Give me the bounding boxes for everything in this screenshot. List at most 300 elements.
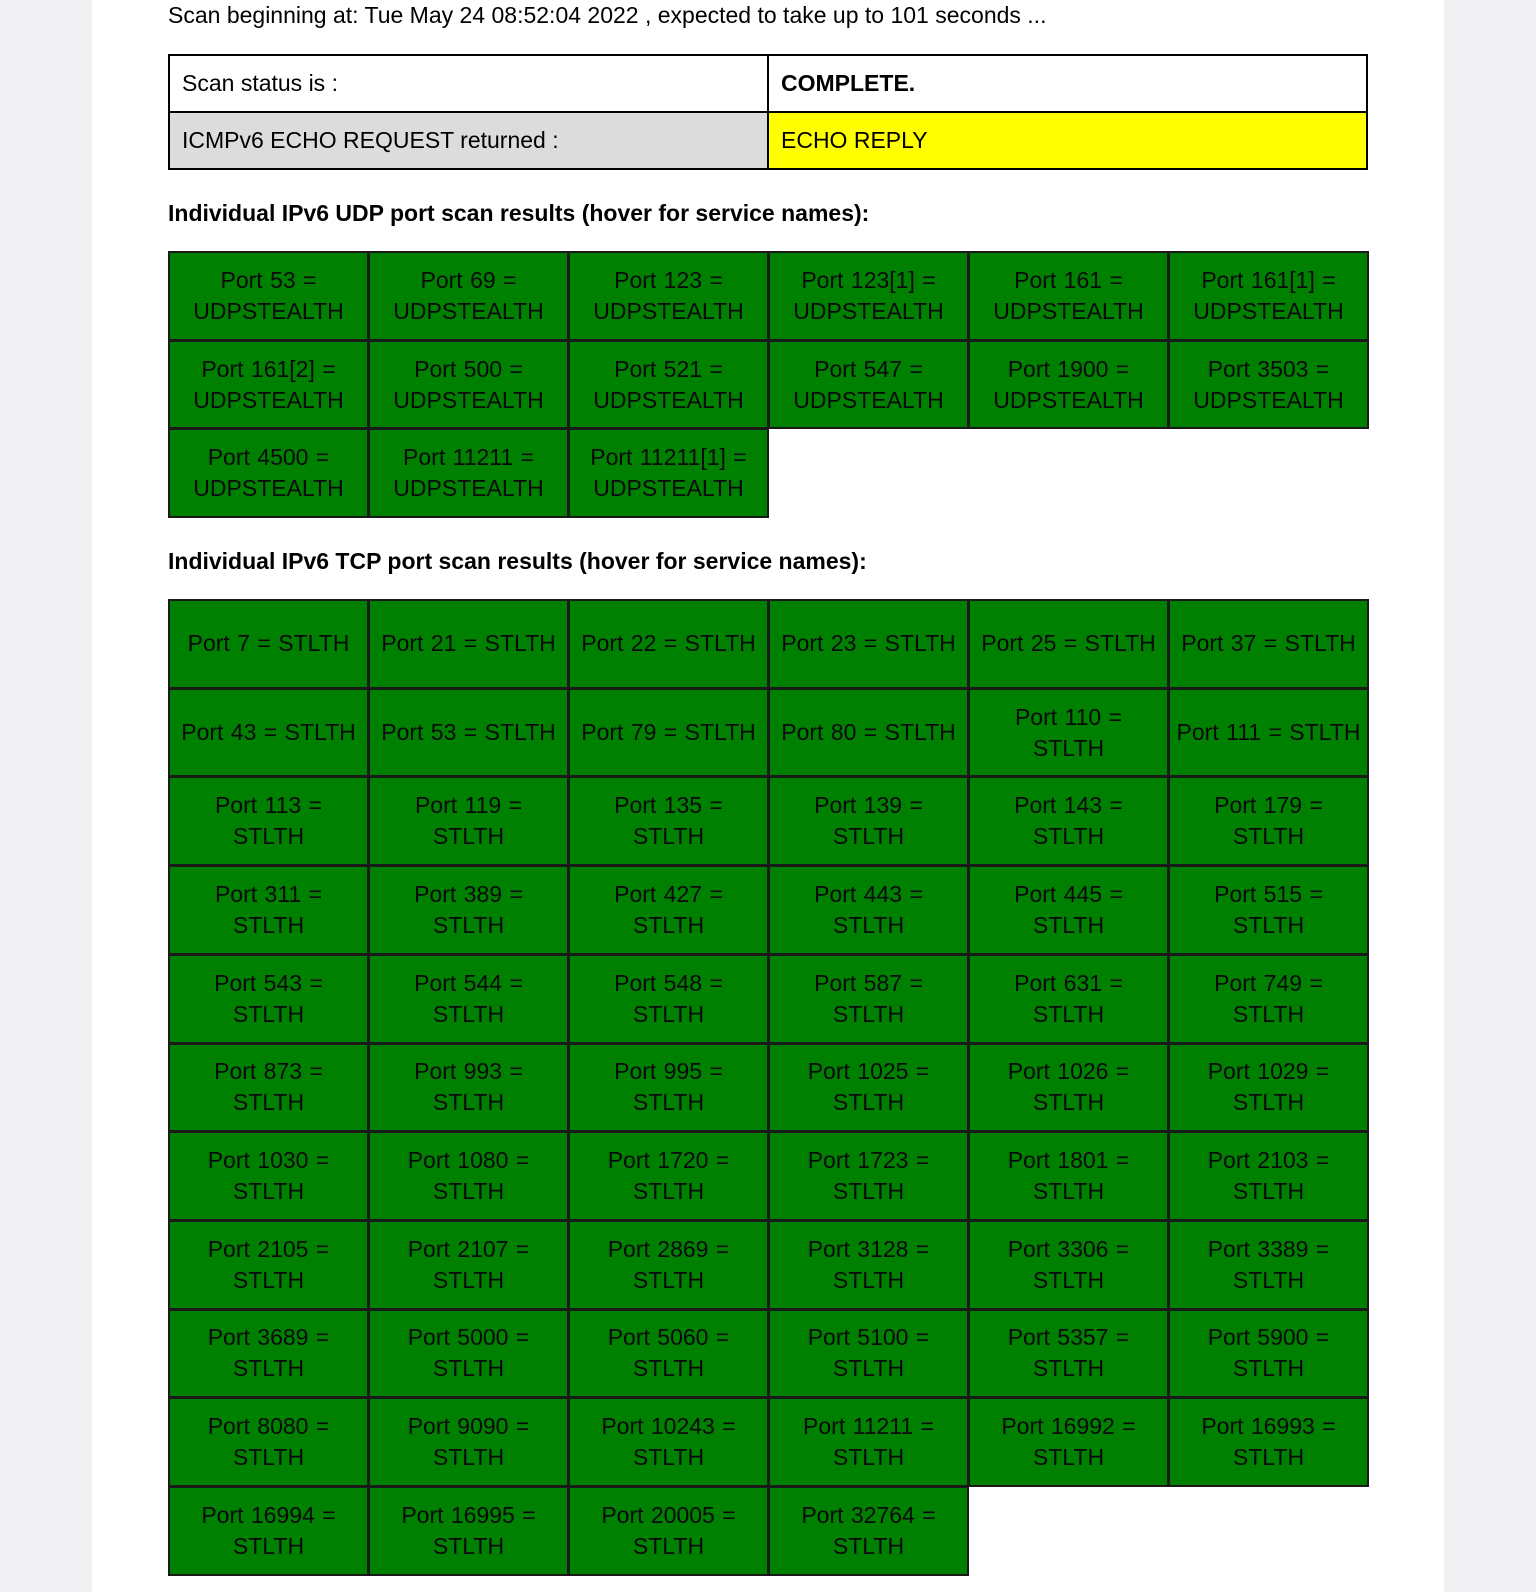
tcp-port-result-text xyxy=(376,1411,561,1473)
tcp-port-result-text xyxy=(176,1411,361,1473)
tcp-port-cell[interactable] xyxy=(1168,1397,1369,1487)
tcp-port-result-text xyxy=(381,717,556,748)
udp-port-state: UDPSTEALTH xyxy=(593,475,744,502)
tcp-port-cell[interactable] xyxy=(768,865,969,955)
tcp-port-result-text xyxy=(1176,1411,1361,1473)
tcp-port-result-text xyxy=(776,1500,961,1562)
tcp-port-state: STLTH xyxy=(484,630,556,657)
tcp-port-cell[interactable] xyxy=(368,776,569,866)
scan-status-table xyxy=(168,54,1368,170)
tcp-port-cell[interactable] xyxy=(1168,1131,1369,1221)
udp-port-result-text xyxy=(976,265,1161,327)
tcp-port-label: Port 1025 = xyxy=(807,1058,930,1085)
udp-port-state: UDPSTEALTH xyxy=(1193,386,1344,413)
udp-port-state: UDPSTEALTH xyxy=(393,475,544,502)
udp-port-result-text xyxy=(376,265,561,327)
tcp-port-state: STLTH xyxy=(232,1178,305,1205)
tcp-port-state: STLTH xyxy=(632,1532,705,1559)
tcp-port-cell[interactable] xyxy=(968,776,1169,866)
tcp-port-label: Port 389 = xyxy=(414,880,523,907)
tcp-port-label: Port 311 = xyxy=(214,880,323,907)
tcp-port-result-text xyxy=(1181,628,1356,659)
tcp-port-cell[interactable] xyxy=(968,1397,1169,1487)
udp-port-label: Port 500 = xyxy=(414,355,523,382)
udp-port-label: Port 1900 = xyxy=(1007,355,1130,382)
tcp-port-result-text xyxy=(976,790,1161,852)
tcp-port-cell[interactable] xyxy=(368,954,569,1044)
tcp-port-result-text xyxy=(576,1056,761,1118)
tcp-port-cell[interactable] xyxy=(568,954,769,1044)
tcp-port-state: STLTH xyxy=(884,630,956,657)
tcp-port-result-text xyxy=(776,968,961,1030)
udp-port-state: UDPSTEALTH xyxy=(393,297,544,324)
udp-port-cell[interactable] xyxy=(768,251,969,341)
tcp-port-state: STLTH xyxy=(278,630,350,657)
tcp-port-state: STLTH xyxy=(284,719,356,746)
tcp-port-cell[interactable] xyxy=(168,1220,369,1310)
tcp-port-cell[interactable] xyxy=(968,599,1169,689)
tcp-port-cell[interactable] xyxy=(168,1486,369,1576)
tcp-port-label: Port 20005 = xyxy=(601,1501,736,1528)
tcp-port-state: STLTH xyxy=(1232,1444,1305,1471)
tcp-port-result-text xyxy=(776,879,961,941)
tcp-port-state: STLTH xyxy=(684,719,756,746)
tcp-port-cell[interactable] xyxy=(1168,599,1369,689)
udp-port-cell[interactable] xyxy=(1168,251,1369,341)
tcp-port-result-text xyxy=(376,1234,561,1296)
tcp-port-result-text xyxy=(776,790,961,852)
tcp-port-result-text xyxy=(176,1234,361,1296)
udp-port-cell[interactable] xyxy=(768,340,969,430)
tcp-port-result-text xyxy=(381,628,556,659)
tcp-port-label: Port 1801 = xyxy=(1007,1147,1130,1174)
tcp-port-state: STLTH xyxy=(832,1089,905,1116)
udp-port-state: UDPSTEALTH xyxy=(993,386,1144,413)
tcp-port-state: STLTH xyxy=(1284,630,1356,657)
tcp-port-cell[interactable] xyxy=(168,1131,369,1221)
tcp-port-label: Port 3128 = xyxy=(807,1235,930,1262)
tcp-port-label: Port 5000 = xyxy=(407,1324,530,1351)
udp-port-cell[interactable] xyxy=(168,340,369,430)
tcp-port-state: STLTH xyxy=(632,1266,705,1293)
tcp-port-cell[interactable] xyxy=(368,688,569,778)
udp-port-state: UDPSTEALTH xyxy=(393,386,544,413)
tcp-port-result-text xyxy=(176,1322,361,1384)
tcp-port-label: Port 631 = xyxy=(1014,969,1123,996)
tcp-port-label: Port 873 = xyxy=(214,1058,323,1085)
tcp-port-cell[interactable] xyxy=(368,865,569,955)
tcp-port-state: STLTH xyxy=(832,1178,905,1205)
tcp-port-cell[interactable] xyxy=(568,599,769,689)
tcp-port-result-text xyxy=(376,790,561,852)
tcp-port-result-text xyxy=(976,702,1161,764)
tcp-port-label: Port 5357 = xyxy=(1007,1324,1130,1351)
tcp-port-result-text xyxy=(376,1056,561,1118)
scan-status-value: COMPLETE. xyxy=(768,55,1367,112)
tcp-port-state: STLTH xyxy=(432,1532,505,1559)
tcp-port-grid xyxy=(168,599,1368,1575)
tcp-port-state: STLTH xyxy=(432,1444,505,1471)
tcp-port-result-text xyxy=(1177,717,1361,748)
tcp-port-state: STLTH xyxy=(232,1532,305,1559)
tcp-port-label: Port 2103 = xyxy=(1207,1147,1330,1174)
tcp-port-state: STLTH xyxy=(232,1355,305,1382)
page-body xyxy=(92,0,1444,1592)
tcp-port-result-text xyxy=(176,1056,361,1118)
tcp-port-cell[interactable] xyxy=(168,688,369,778)
tcp-port-result-text xyxy=(776,1411,961,1473)
tcp-port-label: Port 16993 = xyxy=(1201,1413,1336,1440)
tcp-port-cell[interactable] xyxy=(368,1043,569,1133)
tcp-port-label: Port 5900 = xyxy=(1207,1324,1330,1351)
tcp-port-cell[interactable] xyxy=(968,1043,1169,1133)
tcp-port-cell[interactable] xyxy=(768,1309,969,1399)
tcp-port-result-text xyxy=(776,1322,961,1384)
tcp-port-label: Port 43 = xyxy=(181,719,278,746)
tcp-port-result-text xyxy=(1176,1234,1361,1296)
tcp-port-state: STLTH xyxy=(1232,1089,1305,1116)
icmpv6-echo-value: ECHO REPLY xyxy=(768,112,1367,169)
tcp-results-heading: Individual IPv6 TCP port scan results (hover for service names): xyxy=(168,548,867,575)
tcp-port-state: STLTH xyxy=(832,911,905,938)
tcp-port-label: Port 9090 = xyxy=(407,1413,530,1440)
tcp-port-result-text xyxy=(376,879,561,941)
tcp-port-label: Port 993 = xyxy=(414,1058,523,1085)
tcp-port-result-text xyxy=(376,1500,561,1562)
tcp-port-cell[interactable] xyxy=(768,1220,969,1310)
tcp-port-result-text xyxy=(1176,1056,1361,1118)
tcp-port-result-text xyxy=(976,968,1161,1030)
tcp-port-result-text xyxy=(1176,1322,1361,1384)
tcp-port-result-text xyxy=(576,1411,761,1473)
tcp-port-cell[interactable] xyxy=(368,599,569,689)
tcp-port-cell[interactable] xyxy=(168,865,369,955)
tcp-port-cell[interactable] xyxy=(568,1309,769,1399)
tcp-port-state: STLTH xyxy=(232,911,305,938)
tcp-port-cell[interactable] xyxy=(168,1309,369,1399)
tcp-port-label: Port 543 = xyxy=(214,969,323,996)
udp-port-label: Port 11211[1] = xyxy=(590,444,747,471)
udp-port-result-text xyxy=(1176,354,1361,416)
tcp-port-label: Port 3306 = xyxy=(1007,1235,1130,1262)
tcp-port-result-text xyxy=(581,628,756,659)
tcp-port-label: Port 7 = xyxy=(187,630,271,657)
tcp-port-result-text xyxy=(581,717,756,748)
tcp-port-label: Port 113 = xyxy=(214,792,323,819)
tcp-port-cell[interactable] xyxy=(968,1131,1169,1221)
tcp-port-cell[interactable] xyxy=(168,954,369,1044)
tcp-port-result-text xyxy=(181,717,356,748)
tcp-port-cell[interactable] xyxy=(168,776,369,866)
tcp-port-state: STLTH xyxy=(884,719,956,746)
udp-port-state: UDPSTEALTH xyxy=(793,297,944,324)
tcp-port-label: Port 119 = xyxy=(414,792,523,819)
udp-port-label: Port 4500 = xyxy=(207,444,330,471)
tcp-port-cell[interactable] xyxy=(1168,1220,1369,1310)
tcp-port-result-text xyxy=(981,628,1156,659)
tcp-port-cell[interactable] xyxy=(568,1397,769,1487)
tcp-port-label: Port 1080 = xyxy=(407,1147,530,1174)
udp-port-result-text xyxy=(776,265,961,327)
tcp-port-state: STLTH xyxy=(832,1266,905,1293)
tcp-port-result-text xyxy=(976,1056,1161,1118)
tcp-port-state: STLTH xyxy=(632,1355,705,1382)
tcp-port-label: Port 515 = xyxy=(1214,880,1323,907)
tcp-port-result-text xyxy=(776,1056,961,1118)
udp-port-state: UDPSTEALTH xyxy=(193,475,344,502)
tcp-port-state: STLTH xyxy=(432,1355,505,1382)
udp-port-result-text xyxy=(376,442,561,504)
udp-port-label: Port 521 = xyxy=(614,355,723,382)
tcp-port-result-text xyxy=(976,1145,1161,1207)
tcp-port-result-text xyxy=(776,1145,961,1207)
tcp-port-label: Port 995 = xyxy=(614,1058,723,1085)
tcp-port-label: Port 23 = xyxy=(781,630,878,657)
tcp-port-label: Port 16992 = xyxy=(1001,1413,1136,1440)
udp-port-cell[interactable] xyxy=(368,251,569,341)
tcp-port-state: STLTH xyxy=(232,1444,305,1471)
tcp-port-label: Port 3389 = xyxy=(1207,1235,1330,1262)
tcp-port-result-text xyxy=(188,628,350,659)
tcp-port-label: Port 749 = xyxy=(1214,969,1323,996)
tcp-port-cell[interactable] xyxy=(768,776,969,866)
tcp-port-cell[interactable] xyxy=(1168,954,1369,1044)
tcp-port-result-text xyxy=(376,1145,561,1207)
udp-port-label: Port 123[1] = xyxy=(801,266,936,293)
tcp-port-cell[interactable] xyxy=(568,1131,769,1221)
tcp-port-label: Port 21 = xyxy=(381,630,478,657)
udp-port-cell[interactable] xyxy=(368,340,569,430)
tcp-port-state: STLTH xyxy=(232,1089,305,1116)
udp-port-label: Port 53 = xyxy=(220,266,317,293)
tcp-port-state: STLTH xyxy=(832,1000,905,1027)
tcp-port-state: STLTH xyxy=(832,1444,905,1471)
udp-port-grid xyxy=(168,251,1368,517)
tcp-port-cell[interactable] xyxy=(568,865,769,955)
tcp-port-result-text xyxy=(376,1322,561,1384)
tcp-port-result-text xyxy=(576,1145,761,1207)
tcp-port-label: Port 8080 = xyxy=(207,1413,330,1440)
icmpv6-echo-row xyxy=(169,112,1367,169)
udp-port-cell[interactable] xyxy=(168,428,369,518)
tcp-port-cell[interactable] xyxy=(568,1043,769,1133)
tcp-port-cell[interactable] xyxy=(968,1309,1169,1399)
udp-port-cell[interactable] xyxy=(968,251,1169,341)
tcp-port-label: Port 2105 = xyxy=(207,1235,330,1262)
tcp-port-result-text xyxy=(576,790,761,852)
tcp-port-cell[interactable] xyxy=(768,1043,969,1133)
scan-start-text: Scan beginning at: Tue May 24 08:52:04 2022 , expected to take up to 101 seconds ... xyxy=(168,2,1047,28)
icmpv6-echo-label: ICMPv6 ECHO REQUEST returned : xyxy=(169,112,768,169)
tcp-port-state: STLTH xyxy=(1032,734,1105,761)
tcp-port-state: STLTH xyxy=(1232,1355,1305,1382)
tcp-port-label: Port 548 = xyxy=(614,969,723,996)
tcp-port-result-text xyxy=(1176,879,1361,941)
tcp-port-result-text xyxy=(176,1145,361,1207)
tcp-port-cell[interactable] xyxy=(768,1131,969,1221)
udp-port-cell[interactable] xyxy=(1168,340,1369,430)
udp-port-cell[interactable] xyxy=(368,428,569,518)
tcp-port-result-text xyxy=(781,628,956,659)
tcp-port-cell[interactable] xyxy=(568,688,769,778)
tcp-port-state: STLTH xyxy=(1232,1178,1305,1205)
udp-port-label: Port 161[2] = xyxy=(201,355,336,382)
tcp-port-cell[interactable] xyxy=(768,688,969,778)
udp-port-cell[interactable] xyxy=(568,340,769,430)
tcp-port-result-text xyxy=(176,879,361,941)
tcp-port-label: Port 16994 = xyxy=(201,1501,336,1528)
udp-port-label: Port 3503 = xyxy=(1207,355,1330,382)
tcp-port-cell[interactable] xyxy=(968,1220,1169,1310)
tcp-port-label: Port 544 = xyxy=(414,969,523,996)
tcp-port-state: STLTH xyxy=(432,1178,505,1205)
tcp-port-cell[interactable] xyxy=(968,954,1169,1044)
udp-port-result-text xyxy=(176,265,361,327)
tcp-port-cell[interactable] xyxy=(1168,865,1369,955)
tcp-port-cell[interactable] xyxy=(368,1486,569,1576)
tcp-port-cell[interactable] xyxy=(768,1486,969,1576)
tcp-port-state: STLTH xyxy=(632,1178,705,1205)
udp-results-heading: Individual IPv6 UDP port scan results (hover for service names): xyxy=(168,200,870,226)
udp-port-result-text xyxy=(176,354,361,416)
udp-port-state: UDPSTEALTH xyxy=(993,297,1144,324)
tcp-port-result-text xyxy=(376,968,561,1030)
tcp-port-result-text xyxy=(976,1322,1161,1384)
tcp-port-state: STLTH xyxy=(432,1000,505,1027)
tcp-port-cell[interactable] xyxy=(368,1397,569,1487)
udp-port-cell[interactable] xyxy=(168,251,369,341)
tcp-port-result-text xyxy=(976,879,1161,941)
tcp-port-state: STLTH xyxy=(1032,1355,1105,1382)
tcp-port-cell[interactable] xyxy=(568,1486,769,1576)
tcp-port-cell[interactable] xyxy=(168,1043,369,1133)
tcp-port-cell[interactable] xyxy=(168,1397,369,1487)
tcp-port-cell[interactable] xyxy=(368,1220,569,1310)
tcp-port-result-text xyxy=(576,879,761,941)
tcp-port-cell[interactable] xyxy=(168,599,369,689)
tcp-port-label: Port 2869 = xyxy=(607,1235,730,1262)
udp-port-label: Port 161 = xyxy=(1014,266,1123,293)
tcp-port-label: Port 139 = xyxy=(814,792,923,819)
tcp-port-label: Port 143 = xyxy=(1014,792,1123,819)
tcp-port-label: Port 587 = xyxy=(814,969,923,996)
tcp-port-state: STLTH xyxy=(432,1089,505,1116)
tcp-port-result-text xyxy=(576,1500,761,1562)
tcp-port-label: Port 443 = xyxy=(814,880,923,907)
tcp-port-label: Port 427 = xyxy=(614,880,723,907)
tcp-port-cell[interactable] xyxy=(368,1131,569,1221)
tcp-port-state: STLTH xyxy=(232,1266,305,1293)
tcp-port-cell[interactable] xyxy=(368,1309,569,1399)
tcp-port-result-text xyxy=(1176,1145,1361,1207)
tcp-port-label: Port 179 = xyxy=(1214,792,1323,819)
tcp-port-state: STLTH xyxy=(432,823,505,850)
tcp-port-state: STLTH xyxy=(1232,1000,1305,1027)
tcp-port-state: STLTH xyxy=(232,1000,305,1027)
tcp-port-state: STLTH xyxy=(1232,911,1305,938)
tcp-port-result-text xyxy=(976,1411,1161,1473)
tcp-port-cell[interactable] xyxy=(1168,1309,1369,1399)
udp-port-state: UDPSTEALTH xyxy=(1193,297,1344,324)
udp-port-result-text xyxy=(176,442,361,504)
udp-port-state: UDPSTEALTH xyxy=(193,386,344,413)
tcp-port-state: STLTH xyxy=(1032,1266,1105,1293)
tcp-port-state: STLTH xyxy=(1084,630,1156,657)
udp-port-result-text xyxy=(576,442,761,504)
tcp-port-result-text xyxy=(176,790,361,852)
tcp-port-result-text xyxy=(576,1234,761,1296)
tcp-port-cell[interactable] xyxy=(1168,776,1369,866)
tcp-port-label: Port 32764 = xyxy=(801,1501,936,1528)
tcp-port-state: STLTH xyxy=(632,823,705,850)
udp-port-state: UDPSTEALTH xyxy=(593,297,744,324)
tcp-port-cell[interactable] xyxy=(968,688,1169,778)
tcp-port-state: STLTH xyxy=(684,630,756,657)
tcp-port-state: STLTH xyxy=(632,1000,705,1027)
tcp-port-label: Port 1026 = xyxy=(1007,1058,1130,1085)
tcp-port-state: STLTH xyxy=(832,1355,905,1382)
tcp-port-result-text xyxy=(576,968,761,1030)
udp-port-result-text xyxy=(576,354,761,416)
udp-port-cell[interactable] xyxy=(568,251,769,341)
tcp-port-state: STLTH xyxy=(432,911,505,938)
tcp-port-label: Port 5100 = xyxy=(807,1324,930,1351)
udp-port-state: UDPSTEALTH xyxy=(593,386,744,413)
tcp-port-state: STLTH xyxy=(632,1089,705,1116)
tcp-port-label: Port 445 = xyxy=(1014,880,1123,907)
scan-status-row xyxy=(169,55,1367,112)
tcp-port-label: Port 5060 = xyxy=(607,1324,730,1351)
udp-port-label: Port 11211 = xyxy=(403,444,534,471)
scan-results-content xyxy=(168,0,1368,1575)
tcp-port-state: STLTH xyxy=(232,823,305,850)
tcp-port-result-text xyxy=(176,1500,361,1562)
tcp-port-result-text xyxy=(1176,968,1361,1030)
udp-port-result-text xyxy=(376,354,561,416)
tcp-port-cell[interactable] xyxy=(768,954,969,1044)
tcp-port-label: Port 10243 = xyxy=(601,1413,736,1440)
tcp-port-result-text xyxy=(776,1234,961,1296)
tcp-port-cell[interactable] xyxy=(568,1220,769,1310)
udp-port-cell[interactable] xyxy=(568,428,769,518)
tcp-port-label: Port 16995 = xyxy=(401,1501,536,1528)
tcp-port-result-text xyxy=(976,1234,1161,1296)
tcp-port-cell[interactable] xyxy=(768,1397,969,1487)
udp-port-label: Port 547 = xyxy=(814,355,923,382)
udp-port-state: UDPSTEALTH xyxy=(193,297,344,324)
tcp-port-label: Port 111 = xyxy=(1176,719,1282,746)
tcp-port-label: Port 135 = xyxy=(614,792,723,819)
udp-port-result-text xyxy=(976,354,1161,416)
tcp-port-cell[interactable] xyxy=(1168,1043,1369,1133)
tcp-port-state: STLTH xyxy=(632,911,705,938)
tcp-port-result-text xyxy=(781,717,956,748)
udp-port-label: Port 123 = xyxy=(614,266,723,293)
udp-port-state: UDPSTEALTH xyxy=(793,386,944,413)
tcp-port-label: Port 3689 = xyxy=(207,1324,330,1351)
tcp-port-cell[interactable] xyxy=(768,599,969,689)
tcp-port-state: STLTH xyxy=(632,1444,705,1471)
tcp-port-cell[interactable] xyxy=(968,865,1169,955)
tcp-port-label: Port 110 = xyxy=(1014,703,1123,730)
tcp-port-cell[interactable] xyxy=(568,776,769,866)
tcp-port-label: Port 80 = xyxy=(781,719,878,746)
udp-port-cell[interactable] xyxy=(968,340,1169,430)
tcp-port-cell[interactable] xyxy=(1168,688,1369,778)
tcp-port-state: STLTH xyxy=(832,1532,905,1559)
tcp-port-state: STLTH xyxy=(1232,1266,1305,1293)
tcp-port-state: STLTH xyxy=(1032,1444,1105,1471)
